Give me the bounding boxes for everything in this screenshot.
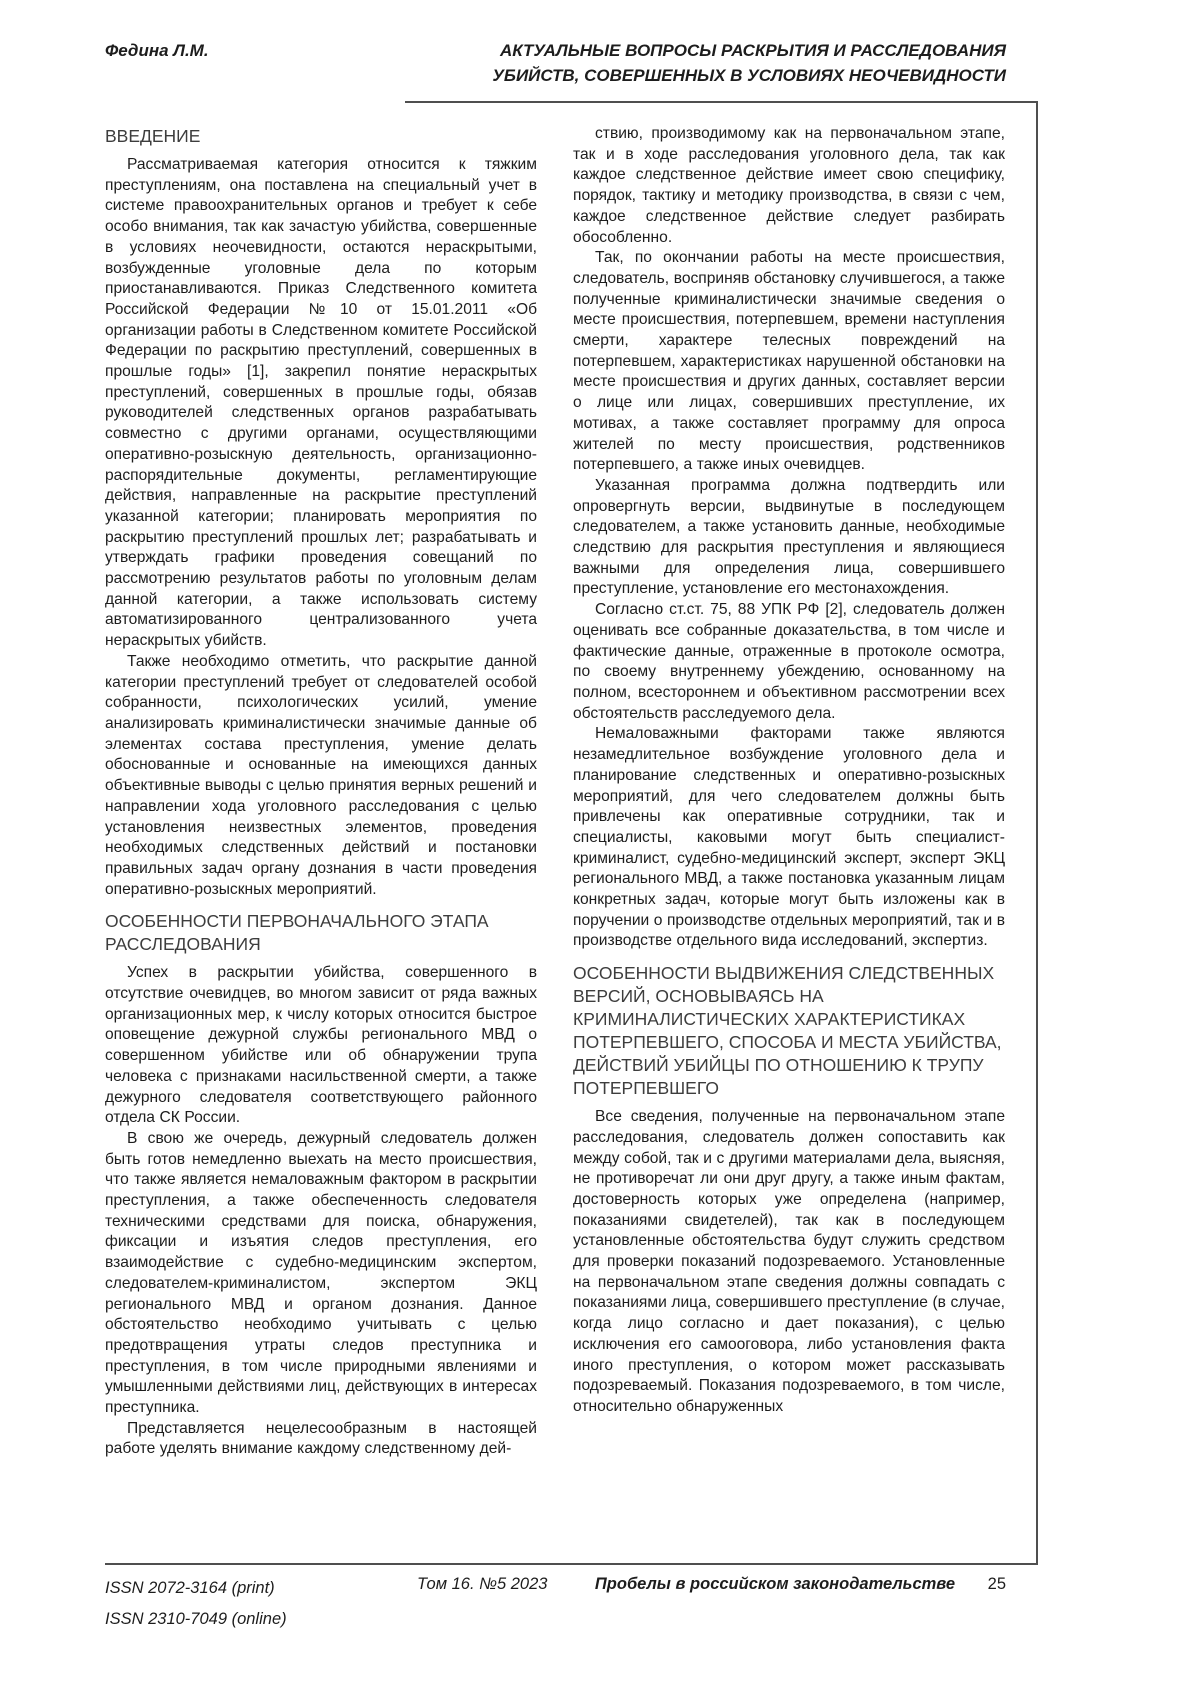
body-paragraph: Все сведения, полученные на первоначальном этапе расследования, следователь должен сопоставить как между собой, так и с другими материалами дела, выясняя, не противоречат ли они друг другу, а также иным фактам, достоверность которых уже определена (например, показаниями свидетелей), так как в последующем установленные обстоятельства будут служить средством для проверки показаний подозреваемого. Установленные на первоначальном этапе сведения должны совпадать с показаниями лица, совершившего преступление (в случае, когда лицо согласно и дает показания), с целью исключения его самооговора, либо установления факта иного преступления, о котором может рассказывать подозреваемый. Показания подозреваемого, в том числе, относительно обнаруженных: [573, 1108, 1005, 1415]
right-vertical-rule: [1036, 101, 1038, 1565]
running-title-line-1: АКТУАЛЬНЫЕ ВОПРОСЫ РАСКРЫТИЯ И РАССЛЕДОВАНИЯ: [500, 41, 1006, 60]
body-paragraph: Так, по окончании работы на месте происшествия, следователь, восприняв обстановку случившегося, а также полученные криминалистически значимые сведения о месте происшествия, потерпевшем, времени наступления смерти, характере телесных повреждений на потерпевшем, характеристиках нарушенной обстановки на месте происшествия и других данных, составляет версии о лице или лицах, совершивших преступление, их мотивах, а также составляет программу для опроса жителей по месту происшествия, родственников потерпевшего, а также иных очевидцев.: [573, 249, 1005, 474]
journal-title-block: [595, 1575, 1006, 1594]
body-paragraph: Согласно ст.ст. 75, 88 УПК РФ [2], следователь должен оценивать все собранные доказательства, в том числе и фактические данные, отраженные в протоколе осмотра, по своему внутреннему убеждению, основанному на полном, всестороннем и объективном рассмотрении всех обстоятельств расследуемого дела.: [573, 601, 1005, 722]
body-paragraph: Представляется нецелесообразным в настоящей работе уделять внимание каждому следственному дей-: [105, 1419, 537, 1458]
body-paragraph: Успех в раскрытии убийства, совершенного в отсутствие очевидцев, во многом зависит от ряда важных организационных мер, к числу которых относится быстрое оповещение дежурной службы регионального МВД о совершенном убийстве или об обнаружении трупа человека с признаками насильственной смерти, а также дежурного следователя соответствующего районного отдела СК России.: [105, 964, 537, 1127]
running-title-line-2: УБИЙСТВ, СОВЕРШЕННЫХ В УСЛОВИЯХ НЕОЧЕВИДНОСТИ: [492, 66, 1006, 85]
footer-rule: [105, 1563, 1038, 1565]
issn-print: ISSN 2072-3164 (print): [105, 1579, 275, 1597]
section-heading-versions: ОСОБЕННОСТИ ВЫДВИЖЕНИЯ СЛЕДСТВЕННЫХ ВЕРСИЙ, ОСНОВЫВАЯСЬ НА КРИМИНАЛИСТИЧЕСКИХ ХАРАКТЕРИСТИКАХ ПОТЕРПЕВШЕГО, СПОСОБА И МЕСТА УБИЙСТВА, ДЕЙСТВИЙ УБИЙЦЫ ПО ОТНОШЕНИЮ К ТРУПУ ПОТЕРПЕВШЕГО: [573, 963, 1002, 1099]
volume-issue: Том 16. №5 2023: [417, 1575, 548, 1593]
header-rule: [405, 101, 1038, 103]
issn-online: ISSN 2310-7049 (online): [105, 1610, 287, 1628]
initial-stage-paragraphs: [105, 963, 537, 1460]
article-body: [105, 124, 1006, 1560]
running-title: [492, 38, 1006, 88]
body-paragraph: Также необходимо отметить, что раскрытие данной категории преступлений требует от следователей особой собранности, психологических усилий, умение анализировать криминалистически значимые данные об элементах состава преступления, умение делать обоснованные и основанные на имеющихся данных объективные выводы с целью принятия верных решений и направлении хода уголовного расследования с целью установления неизвестных элементов, проведения необходимых следственных действий и постановки правильных задач органу дознания в части проведения оперативно-розыскных мероприятий.: [105, 652, 537, 898]
left-column: [105, 124, 537, 1560]
section-heading-initial-stage: ОСОБЕННОСТИ ПЕРВОНАЧАЛЬНОГО ЭТАПА РАССЛЕДОВАНИЯ: [105, 911, 489, 955]
body-paragraph: В свою же очередь, дежурный следователь должен быть готов немедленно выехать на место происшествия, что также является немаловажным фактором в раскрытии преступления, а также обеспеченность следователя техническими средствами для поиска, обнаружения, фиксации и изъятия следов преступления, его взаимодействие с судебно-медицинским экспертом, следователем-криминалистом, экспертом ЭКЦ регионального МВД и органом дознания. Данное обстоятельство необходимо учитывать с целью предотвращения утраты следов преступника и преступления, в том числе природными явлениями и умышленными действиями лиц, действующих в интересах преступника.: [105, 1129, 537, 1417]
body-paragraph: ствию, производимому как на первоначальном этапе, так и в ходе расследования уголовного дела, так как каждое следственное действие имеет свою специфику, порядок, тактику и методику производства, в связи с чем, каждое следственное действие следует разбирать обособленно.: [573, 125, 1005, 246]
continuation-paragraphs: [573, 124, 1005, 952]
page-footer: [105, 1573, 1006, 1643]
page-header: [105, 38, 1006, 88]
issn-block: [105, 1573, 287, 1635]
right-column: [573, 124, 1005, 1560]
introduction-paragraphs: [105, 155, 537, 900]
section-heading-introduction: ВВЕДЕНИЕ: [105, 126, 201, 146]
body-paragraph: Рассматриваемая категория относится к тяжким преступлениям, она поставлена на специальный учет в системе правоохранительных органов и требует к себе особо внимания, так как зачастую убийства, совершенные в условиях неочевидности, остаются нераскрытыми, возбужденные уголовные дела по которым приостанавливаются. Приказ Следственного комитета Российской Федерации №10 от 15.01.2011 «Об организации работы в Следственном комитете Российской Федерации по раскрытию преступлений, совершенных в прошлые годы» [1], закрепил понятие нераскрытых преступлений, совершенных в прошлые годы, обязав руководителей следственных органов разрабатывать совместно с другими органами, осуществляющими оперативно-розыскную деятельность, организационно-распорядительные документы, регламентирующие действия, направленные на раскрытие преступлений указанной категории; планировать мероприятия по раскрытию преступлений прошлых лет; разрабатывать и утверждать графики проведения совещаний по рассмотрению результатов работы по уголовным делам данной категории, а также использовать систему автоматизированного централизованного учета нераскрытых убийств.: [105, 156, 537, 650]
journal-title: Пробелы в российском законодательстве: [594, 1575, 956, 1593]
versions-paragraphs: [573, 1107, 1005, 1418]
author-name: Федина Л.М.: [105, 41, 209, 60]
body-paragraph: Указанная программа должна подтвердить или опровергнуть версии, выдвинутые в последующем следователем, а также установить данные, необходимые следствию для раскрытия преступления и являющиеся важными для определения лица, совершившего преступление, установление его местонахождения.: [573, 476, 1005, 598]
body-paragraph: Немаловажными факторами также являются незамедлительное возбуждение уголовного дела и планирование следственных и оперативно-розыскных мероприятий, для чего следователем должны быть привлечены как оперативные сотрудники, так и специалисты, каковыми могут быть специалист-криминалист, судебно-медицинский эксперт, эксперт ЭКЦ регионального МВД, а также постановка указанным лицам конкретных задач, которые могут быть изложены как в поручении о производстве отдельных мероприятий, так и в производстве отдельного вида исследований, экспертиз.: [573, 725, 1005, 950]
page-number: 25: [987, 1575, 1006, 1593]
